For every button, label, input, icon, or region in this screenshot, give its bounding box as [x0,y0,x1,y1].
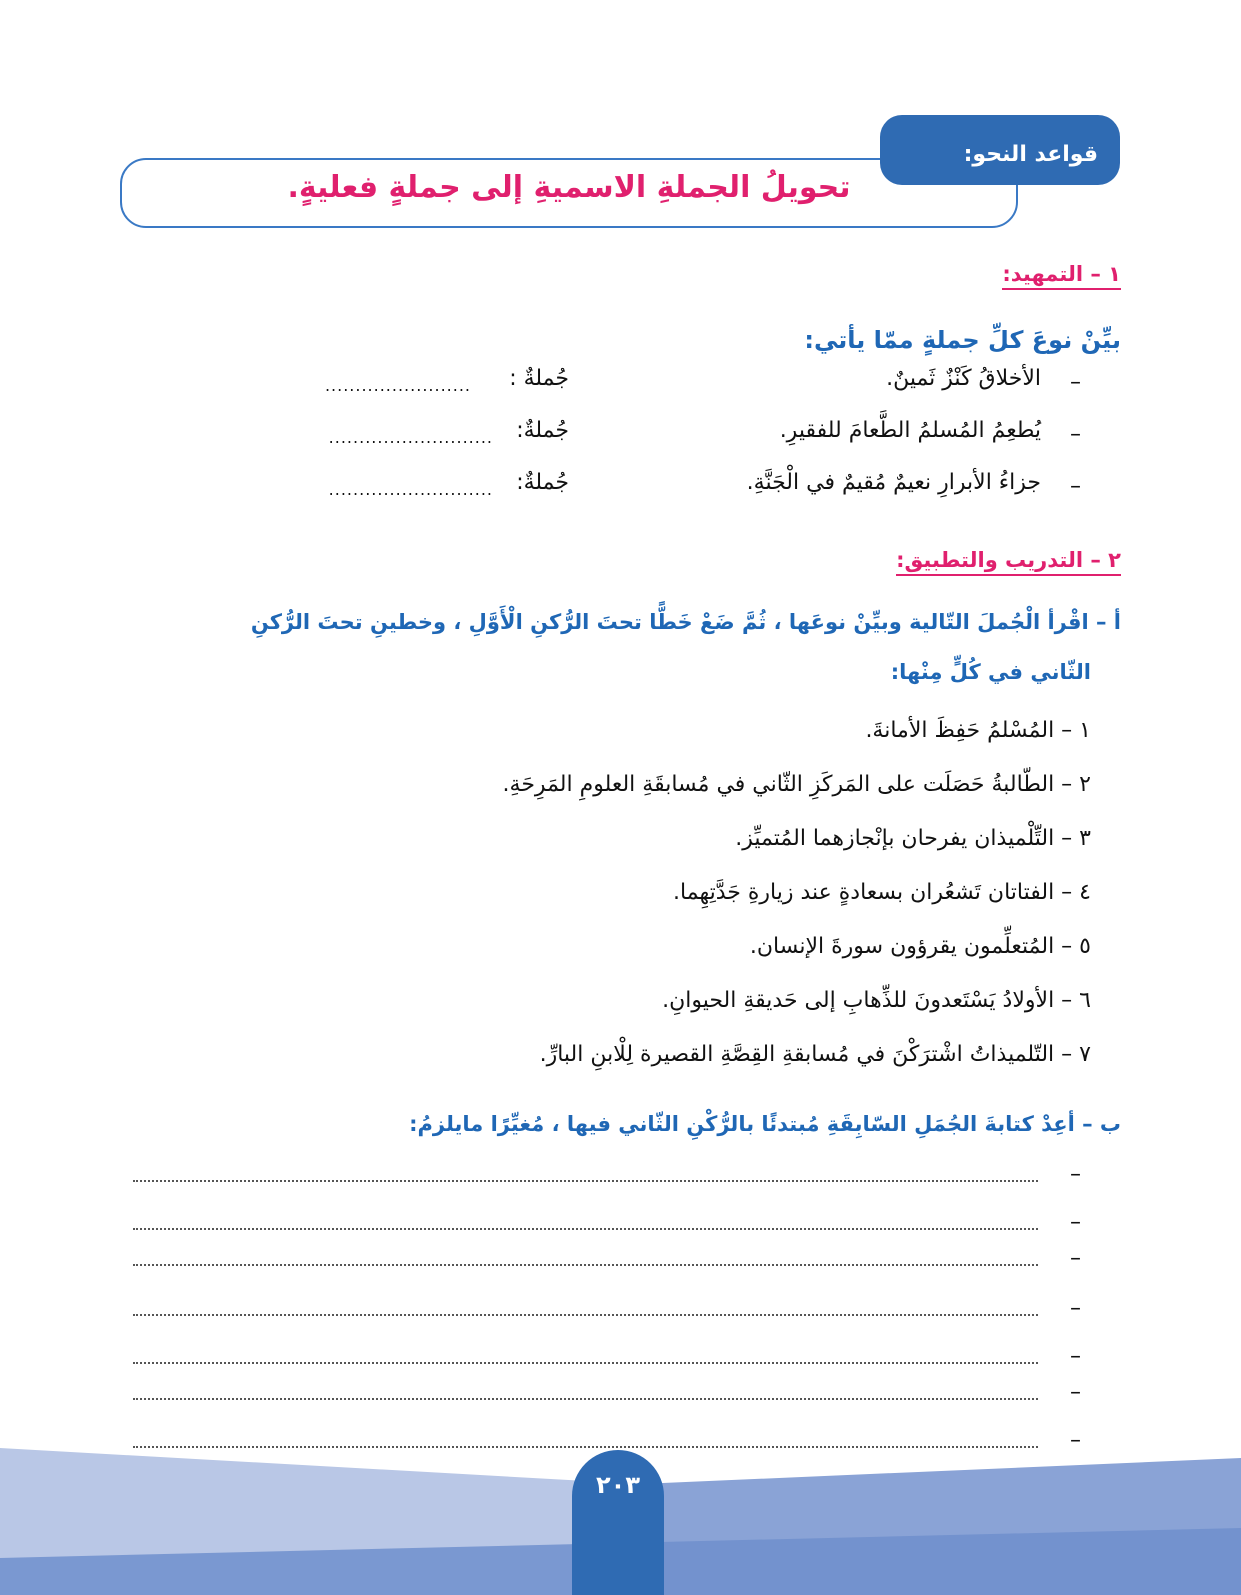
exercise-sentence: ٣ – التِّلْميذان يفرحان بإنْجازهما المُتميِّز. [735,826,1091,851]
answer-line[interactable] [133,1264,1038,1266]
exercise-sentence: ٤ – الفتاتان تَشعُران بسعادةٍ عند زيارةِ جَدَّتِهِما. [673,880,1091,905]
page-number: ٢٠٣ [572,1450,664,1595]
list-dash: – [1070,1162,1081,1187]
list-dash: – [1070,422,1081,447]
answer-line[interactable] [133,1228,1038,1230]
intro-sentence: جزاءُ الأبرارِ نعيمٌ مُقيمٌ في الْجَنَّةِ. [746,470,1041,495]
list-dash: – [1070,1246,1081,1271]
instruction-intro: بيِّنْ نوعَ كلِّ جملةٍ ممّا يأتي: [804,326,1121,354]
section-heading-intro: ١ – التمهيد: [1002,262,1121,290]
section-heading-practice: ٢ – التدريب والتطبيق: [896,548,1121,576]
answer-line[interactable] [133,1180,1038,1182]
list-dash: – [1070,1210,1081,1235]
page-title: تحويلُ الجملةِ الاسميةِ إلى جملةٍ فعليةٍ. [287,170,851,205]
list-dash: – [1070,1296,1081,1321]
list-dash: – [1070,1428,1081,1453]
answer-line[interactable] [133,1398,1038,1400]
answer-blank[interactable]: ........................... [328,480,493,499]
list-dash: – [1070,370,1081,395]
instruction-part-a: أ – اقْرأ الْجُملَ التّالية وبيِّنْ نوعَها ، ثُمَّ ضَعْ خَطًّا تحتَ الرُّكنِ الْأَوَّلِ ، وخطينِ تحتَ الرُّكنِ [250,610,1121,634]
intro-sentence: الأخلاقُ كَنْزٌ ثَمينٌ. [886,366,1041,391]
list-dash: – [1070,1344,1081,1369]
exercise-sentence: ٧ – التّلميذاتُ اشْترَكْنَ في مُسابقةِ القِصَّةِ القصيرة لِلْابنِ البارِّ. [539,1042,1091,1067]
answer-blank[interactable]: ........................ [324,376,471,395]
answer-blank[interactable]: ........................... [328,428,493,447]
sentence-type-label: جُملةٌ: [516,418,569,443]
exercise-sentence: ٥ – المُتعلِّمون يقرؤون سورةَ الإنسان. [749,934,1091,959]
answer-line[interactable] [133,1314,1038,1316]
intro-sentence: يُطعِمُ المُسلمُ الطَّعامَ للفقيرِ. [779,418,1041,443]
exercise-sentence: ٦ – الأولادُ يَسْتَعدونَ للذِّهابِ إلى حَديقةِ الحيوانِ. [662,988,1091,1013]
list-dash: – [1070,474,1081,499]
instruction-part-b: ب – أعِدْ كتابةَ الجُمَلِ السّابِقَةِ مُبتدئًا بالرُّكْنِ الثّاني فيها ، مُغيِّرًا مايلزمُ: [409,1112,1121,1136]
sentence-type-label: جُملةٌ : [509,366,569,391]
answer-line[interactable] [133,1362,1038,1364]
exercise-sentence: ١ – المُسْلمُ حَفِظَ الأمانةَ. [865,718,1091,743]
exercise-sentence: ٢ – الطّالبةُ حَصَلَت على المَركَزِ الثّاني في مُسابقَةِ العلومِ المَرِحَةِ. [502,772,1091,797]
section-tag: قواعد النحو: [880,115,1120,185]
sentence-type-label: جُملةٌ: [516,470,569,495]
list-dash: – [1070,1380,1081,1405]
instruction-part-a-cont: الثّاني في كُلٍّ مِنْها: [890,660,1091,684]
